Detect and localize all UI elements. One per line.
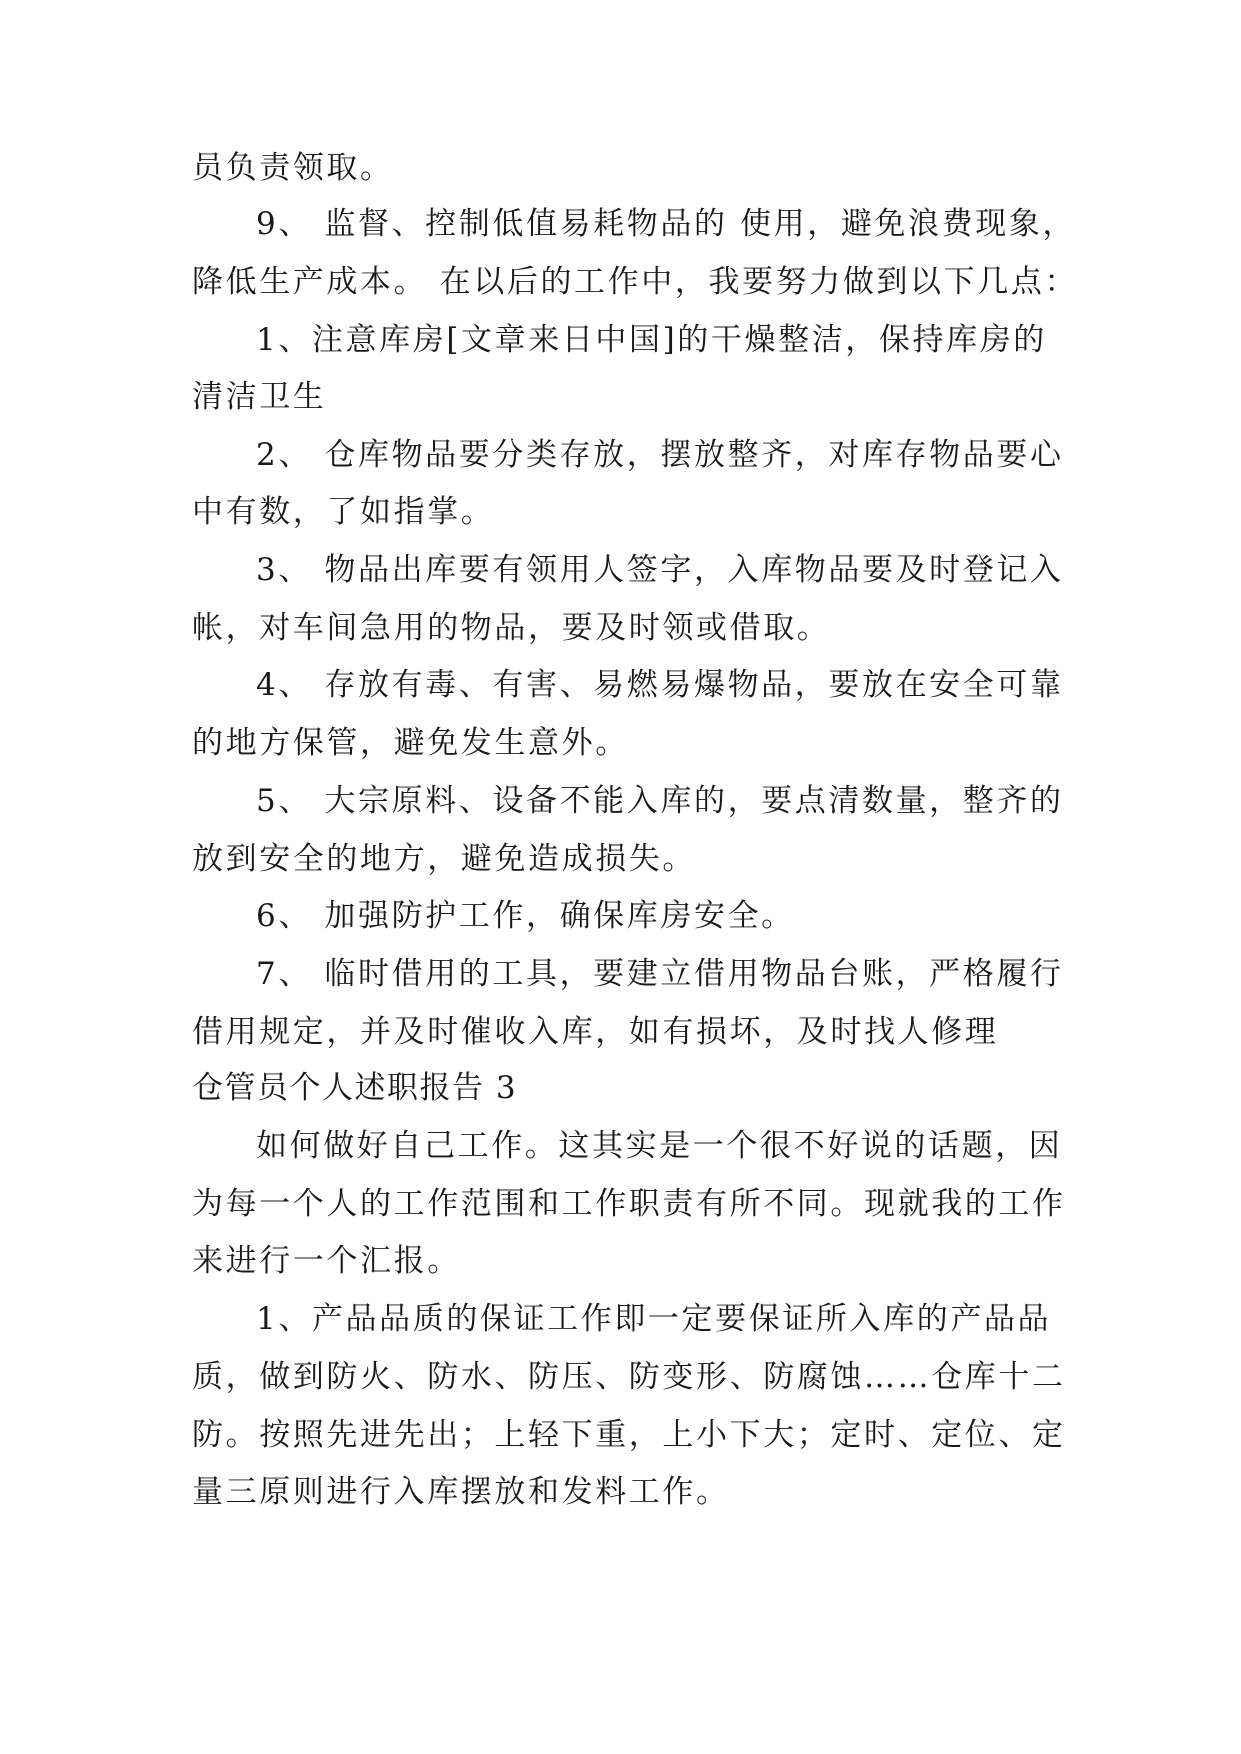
list-item-2: 2、 仓库物品要分类存放，摆放整齐，对库存物品要心 (256, 437, 1064, 473)
text-line: 的地方保管，避免发生意外。 (192, 725, 629, 761)
text-line: 清洁卫生 (192, 379, 327, 415)
text-line: 员负责领取。 (192, 150, 394, 186)
text-line: 防。按照先进先出；上轻下重，上小下大；定时、定位、定 (192, 1417, 1066, 1453)
list-item-9: 9、 监督、控制低值易耗物品的 使用，避免浪费现象， (256, 206, 1077, 242)
list-item-7: 7、 临时借用的工具，要建立借用物品台账，严格履行 (256, 956, 1064, 992)
text-line: 质，做到防火、防水、防压、防变形、防腐蚀……仓库十二 (192, 1359, 1066, 1395)
list-item-3: 3、 物品出库要有领用人签字，入库物品要及时登记入 (256, 552, 1064, 588)
text-line: 为每一个人的工作范围和工作职责有所不同。现就我的工作 (192, 1186, 1066, 1222)
text-line: 借用规定，并及时催收入库，如有损坏，及时找人修理 (192, 1014, 999, 1050)
list-item-4: 4、 存放有毒、有害、易燃易爆物品，要放在安全可靠 (256, 667, 1064, 703)
paragraph-start: 如何做好自己工作。这其实是一个很不好说的话题，因 (256, 1128, 1063, 1164)
list-item-1: 1、注意库房[文章来日中国]的干燥整洁，保持库房的 (256, 322, 1047, 358)
text-line: 放到安全的地方，避免造成损失。 (192, 841, 696, 877)
text-line: 帐，对车间急用的物品，要及时领或借取。 (192, 610, 831, 646)
list-item-5: 5、 大宗原料、设备不能入库的，要点清数量，整齐的 (256, 783, 1064, 819)
text-line: 量三原则进行入库摆放和发料工作。 (192, 1474, 730, 1510)
list-item-6: 6、 加强防护工作，确保库房安全。 (256, 898, 795, 934)
text-line: 来进行一个汇报。 (192, 1243, 461, 1279)
text-line: 中有数，了如指掌。 (192, 494, 495, 530)
list-item-1b: 1、产品品质的保证工作即一定要保证所入库的产品品 (256, 1301, 1052, 1337)
section-heading: 仓管员个人述职报告 3 (192, 1070, 518, 1106)
text-line: 降低生产成本。 在以后的工作中，我要努力做到以下几点： (192, 264, 1079, 300)
